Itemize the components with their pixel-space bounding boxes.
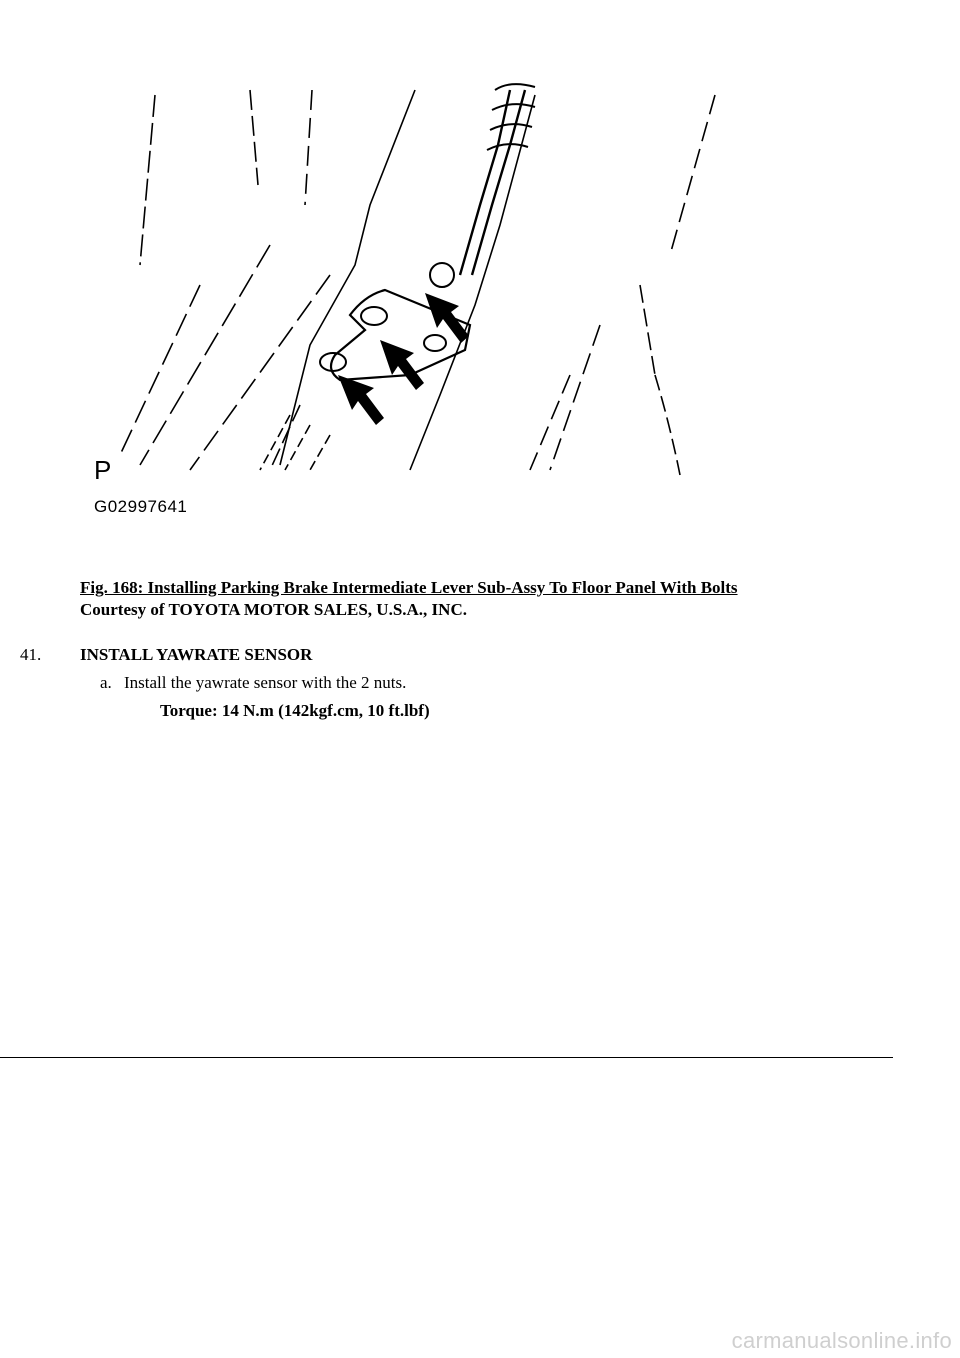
figure-courtesy: Courtesy of TOYOTA MOTOR SALES, U.S.A., INC. xyxy=(80,600,467,619)
footer-divider xyxy=(0,1057,893,1058)
substep-marker: a. xyxy=(100,673,112,692)
figure-code: G02997641 xyxy=(94,497,188,516)
figure-caption[interactable]: Fig. 168: Installing Parking Brake Intermediate Lever Sub-Assy To Floor Panel With Bolts xyxy=(80,578,738,597)
site-watermark: carmanualsonline.info xyxy=(731,1328,952,1353)
step-number: 41. xyxy=(20,645,42,664)
parking-brake-illustration xyxy=(80,75,760,525)
torque-spec: Torque: 14 N.m (142kgf.cm, 10 ft.lbf) xyxy=(160,701,430,720)
parking-brake-figure xyxy=(80,75,760,525)
figure-view-letter: P xyxy=(94,455,112,485)
substep-text: Install the yawrate sensor with the 2 nuts. xyxy=(124,673,407,692)
step-title: INSTALL YAWRATE SENSOR xyxy=(80,645,313,664)
